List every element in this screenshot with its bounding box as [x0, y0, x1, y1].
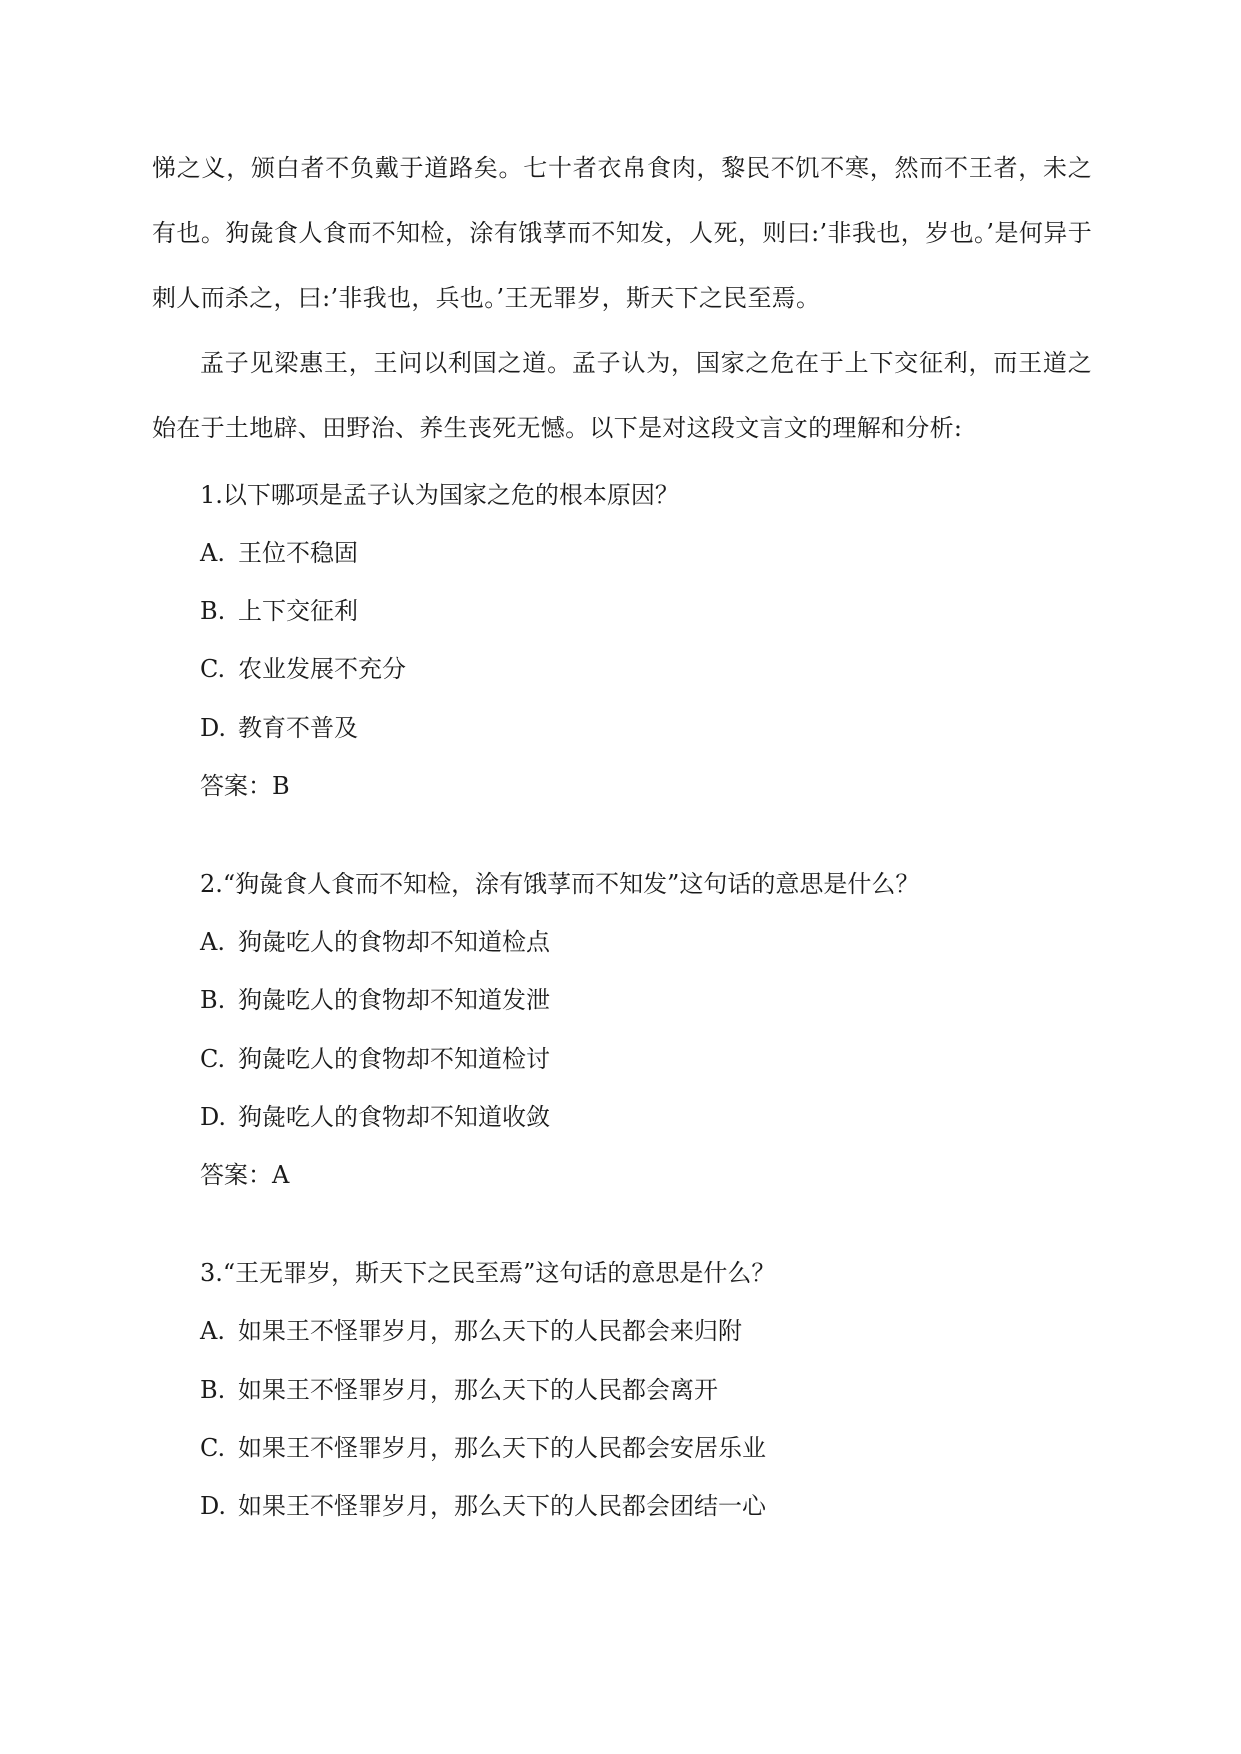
question-1-option-c — [200, 654, 406, 684]
option-text: 狗彘吃人的食物却不知道发泄 — [238, 986, 550, 1014]
option-text: 如果王不怪罪岁月，那么天下的人民都会离开 — [238, 1376, 718, 1404]
option-text: 狗彘吃人的食物却不知道检点 — [238, 928, 550, 956]
question-2-option-b — [200, 985, 550, 1015]
question-2-stem: 2.“狗彘食人食而不知检，涂有饿莩而不知发”这句话的意思是什么？ — [200, 870, 920, 898]
option-letter: D. — [200, 714, 227, 742]
question-2-option-a — [200, 927, 550, 957]
option-letter: B. — [200, 1376, 226, 1404]
option-letter: D. — [200, 1103, 227, 1131]
question-1-option-a — [200, 538, 358, 568]
option-letter: C. — [200, 1434, 226, 1462]
option-text: 如果王不怪罪岁月，那么天下的人民都会安居乐业 — [238, 1434, 766, 1462]
option-letter: B. — [200, 986, 226, 1014]
question-2-option-c — [200, 1044, 550, 1074]
question-1-stem: 1.以下哪项是孟子认为国家之危的根本原因？ — [200, 481, 679, 509]
question-2-answer: 答案：A — [200, 1161, 290, 1189]
question-3-option-c — [200, 1433, 766, 1463]
question-3-option-b — [200, 1375, 718, 1405]
question-1-answer: 答案：B — [200, 772, 290, 800]
question-1-option-b — [200, 596, 358, 626]
option-text: 上下交征利 — [238, 597, 358, 625]
option-letter: A. — [200, 928, 225, 956]
option-letter: A. — [200, 1317, 225, 1345]
option-text: 农业发展不充分 — [238, 655, 406, 683]
option-text: 狗彘吃人的食物却不知道检讨 — [238, 1045, 550, 1073]
passage-summary: 孟子见梁惠王，王问以利国之道。孟子认为，国家之危在于上下交征利，而王道之始在于土地辟、田野治、养生丧死无憾。以下是对这段文言文的理解和分析: — [152, 349, 1092, 442]
option-letter: C. — [200, 1045, 226, 1073]
question-1-option-d — [200, 713, 358, 743]
option-text: 狗彘吃人的食物却不知道收敛 — [238, 1103, 550, 1131]
option-text: 教育不普及 — [238, 714, 358, 742]
question-2-option-d — [200, 1102, 550, 1132]
option-text: 如果王不怪罪岁月，那么天下的人民都会来归附 — [238, 1317, 742, 1345]
option-letter: C. — [200, 655, 226, 683]
question-3-option-d — [200, 1491, 766, 1521]
option-letter: A. — [200, 539, 225, 567]
option-text: 王位不稳固 — [238, 539, 358, 567]
passage-continuation: 悌之义，颁白者不负戴于道路矣。七十者衣帛食肉，黎民不饥不寒，然而不王者，未之有也。狗彘食人食而不知检，涂有饿莩而不知发，人死，则曰:’非我也，岁也。’是何异于刺人而杀之，曰:’非我也，兵也。’王无罪岁，斯天下之民至焉。 — [152, 154, 1092, 312]
option-text: 如果王不怪罪岁月，那么天下的人民都会团结一心 — [238, 1492, 766, 1520]
question-3-option-a — [200, 1316, 742, 1346]
option-letter: B. — [200, 597, 226, 625]
option-letter: D. — [200, 1492, 227, 1520]
question-3-stem: 3.“王无罪岁，斯天下之民至焉”这句话的意思是什么？ — [200, 1259, 776, 1287]
